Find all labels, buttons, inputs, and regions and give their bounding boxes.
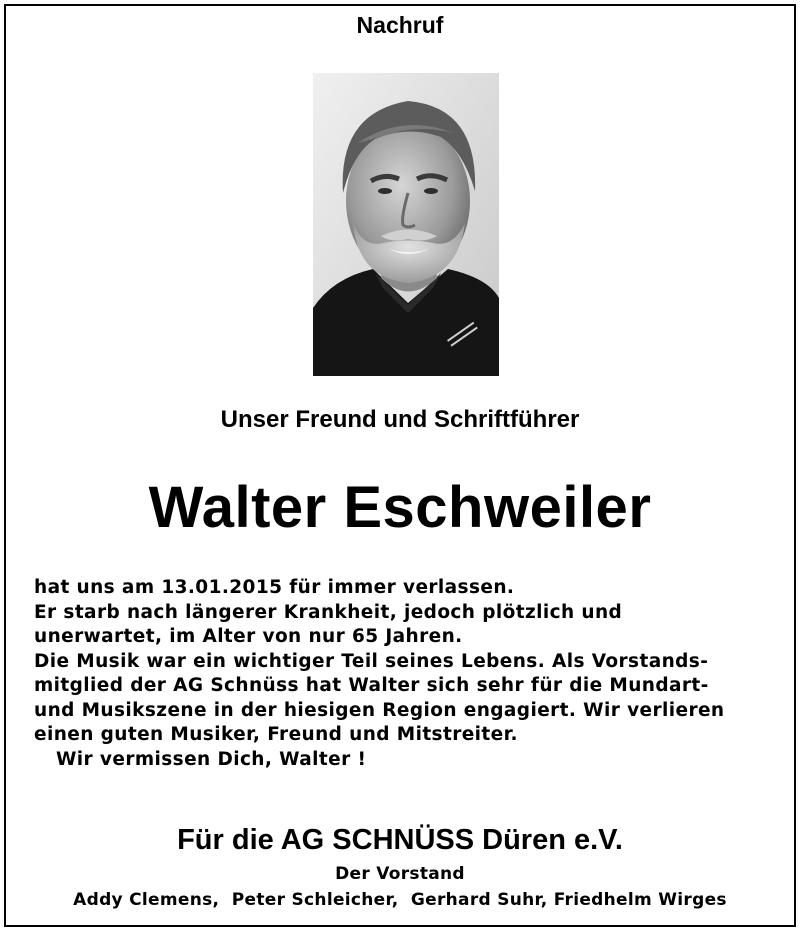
notice-heading: Nachruf [356, 12, 444, 38]
obituary-notice [4, 4, 796, 927]
text-line: Die Musik war ein wichtiger Teil seines Lebens. Als Vorstands- [34, 650, 709, 672]
closing-line: Wir vermissen Dich, Walter ! [56, 748, 367, 770]
portrait-illustration [313, 73, 499, 376]
deceased-name: Walter Eschweiler [148, 475, 652, 540]
text-line: unerwartet, im Alter von nur 65 Jahren. [34, 626, 463, 647]
text-line: einen guten Musiker, Freund und Mitstreiter. [34, 724, 518, 745]
intro-line: Unser Freund und Schriftführer [220, 406, 580, 433]
text-line: hat uns am 13.01.2015 für immer verlassen. [34, 577, 515, 598]
text-line: Er starb nach längerer Krankheit, jedoch plötzlich und [34, 601, 623, 623]
board-label: Der Vorstand [335, 864, 465, 884]
obituary-text [34, 576, 784, 772]
text-line: mitglied der AG Schnüss hat Walter sich sehr für die Mundart- [34, 675, 709, 696]
text-line: und Musikszene in der hiesigen Region engagiert. Wir verlieren [34, 699, 725, 721]
board-members: Addy Clemens, Peter Schleicher, Gerhard Suhr, Friedhelm Wirges [73, 890, 727, 910]
portrait-photo [313, 73, 499, 376]
organization-signature: Für die AG SCHNÜSS Düren e.V. [177, 824, 623, 856]
